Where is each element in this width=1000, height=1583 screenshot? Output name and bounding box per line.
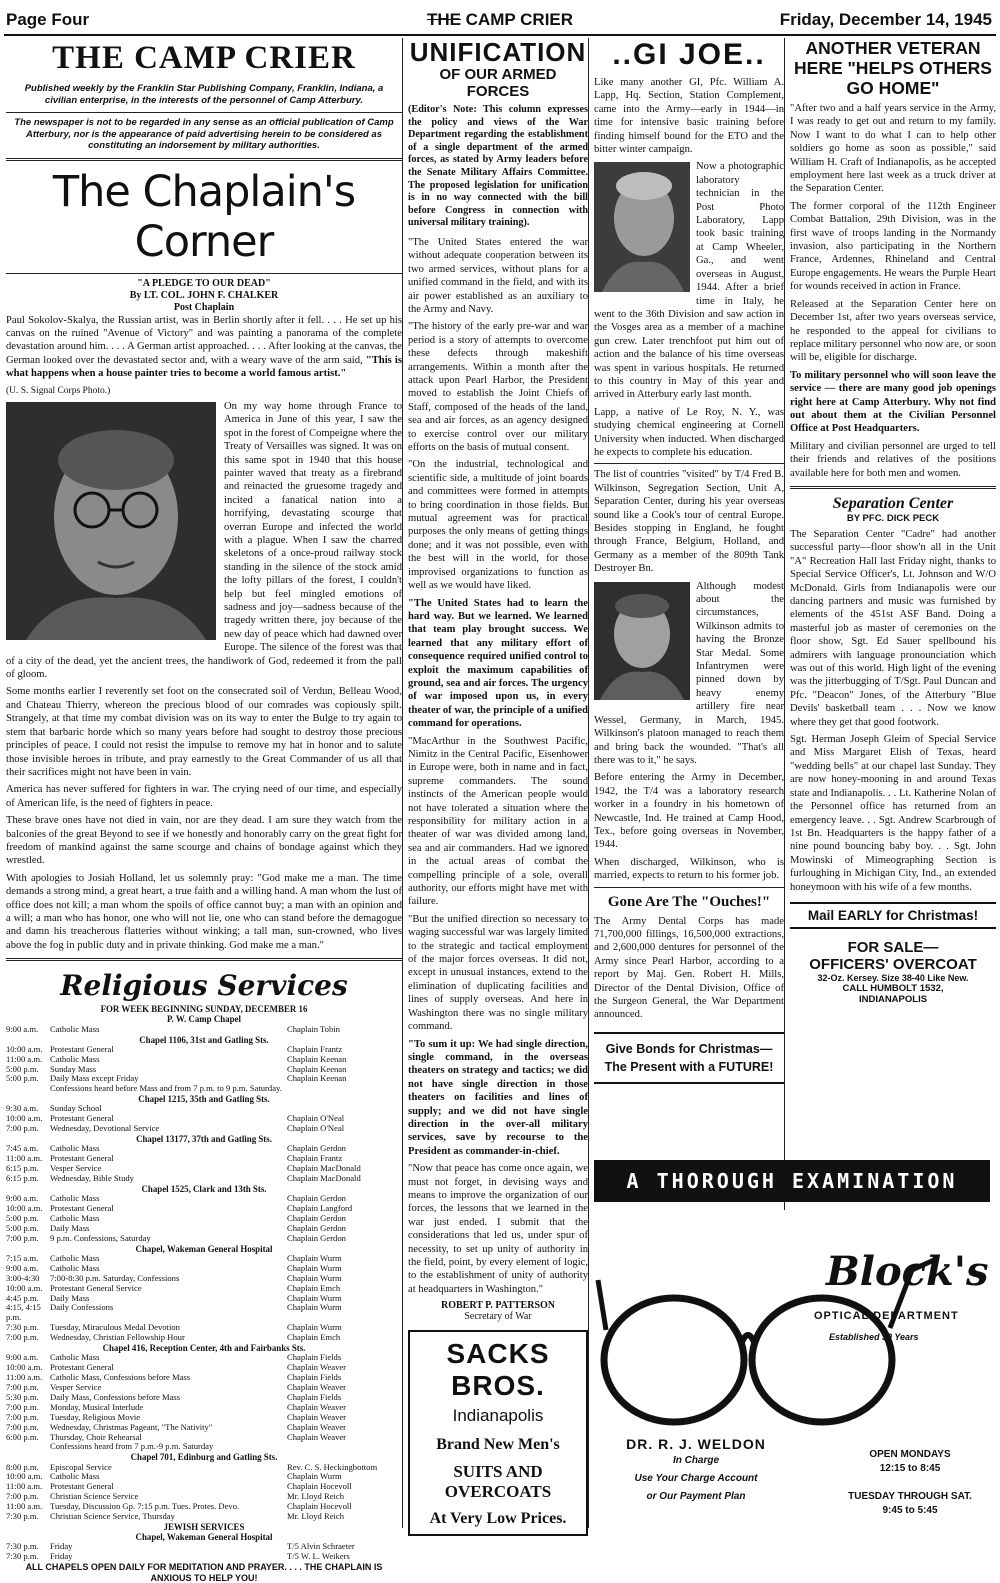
service-officiant: Chaplain Frantz bbox=[287, 1043, 343, 1054]
service-officiant: Chaplain Hocevoll bbox=[287, 1481, 352, 1492]
ad-line: CALL HUMBOLT 1532, bbox=[842, 982, 944, 994]
services-table bbox=[6, 1194, 402, 1244]
bonds-banner bbox=[594, 1032, 784, 1084]
service-time bbox=[6, 1084, 50, 1094]
unification-subtitle: OF OUR ARMED FORCES bbox=[439, 66, 557, 100]
service-description: 7:00-8:30 p.m. Saturday, Confessions bbox=[50, 1272, 180, 1283]
article-paragraph: Paul Sokolov-Skalya, the Russian artist, was in Berlin shortly after it fell. . . . He set up his canvas on the ruined "Avenue of Victory" and was painting a panorama of the complete devastation around him. . . . A German artist approached. . . . After looking at the canvas, the German looked over the devastated sector and, with a weary wave of the arm said, bbox=[6, 314, 402, 366]
services-schedule bbox=[6, 1014, 402, 1562]
service-description: Catholic Mass, Confessions before Mass bbox=[50, 1372, 191, 1383]
service-time: 11:00 a.m. bbox=[6, 1372, 43, 1383]
service-description: Daily Mass except Friday bbox=[50, 1073, 139, 1084]
service-description: Wednesday, Devotional Service bbox=[50, 1123, 160, 1134]
service-description: Catholic Mass bbox=[50, 1471, 100, 1482]
service-description: Tuesday, Discussion Gp. 7:15 p.m. Tues. Protes. Devo. bbox=[50, 1501, 240, 1512]
service-time: 7:30 p.m. bbox=[6, 1322, 39, 1333]
hours-line: 12:15 to 8:45 bbox=[879, 1463, 941, 1474]
article-paragraph: "On the industrial, technological and scientific side, a multitude of joint boards and committees were formed in attempts to bring coordination in those fields. But mutual agreement was for practical purposes the only means of getting things done; and it was not possible, even with the best will in the world, for those improvised organizations to function as well as we would have liked. bbox=[408, 459, 588, 592]
services-table bbox=[6, 1104, 402, 1134]
service-time: 11:00 a.m. bbox=[6, 1481, 43, 1492]
article-title: "A PLEDGE TO OUR DEAD" bbox=[137, 277, 271, 289]
service-row bbox=[6, 1174, 402, 1184]
service-time: 3:00-4:30 bbox=[6, 1272, 40, 1283]
byline-title: Post Chaplain bbox=[173, 301, 235, 313]
service-officiant: T/5 Alvin Schraeter bbox=[287, 1541, 355, 1552]
service-row bbox=[6, 1025, 402, 1035]
divider bbox=[790, 486, 996, 489]
service-officiant: Chaplain Keenan bbox=[287, 1053, 347, 1064]
service-time: 7:00 p.m. bbox=[6, 1123, 39, 1134]
article-paragraph: "The United States had to learn the hard way. But we learned. We learned that team play brought success. We learned that any military effort of consequence required unified control to exploit the maximum capabilities of ground, sea and air forces. The urgency of war imposed upon us, in every theater of war, the principle of a unified command for operations. bbox=[408, 597, 588, 730]
hours-line: TUESDAY THROUGH SAT. bbox=[848, 1491, 972, 1502]
article-paragraph: "After two and a half years service in the Army, I was ready to get out and return to my family. Now I want to do what I can to help other soldiers go home as soon as possible," said William H. Craft of Indianapolis, as he accepted employment here last week as a truck driver at the Separation Center. bbox=[790, 103, 996, 195]
chaplain-corner-heading: The Chaplain's Corner bbox=[52, 166, 356, 267]
service-time: 7:00 p.m. bbox=[6, 1401, 39, 1412]
bonds-line: The Present with a FUTURE! bbox=[604, 1059, 774, 1074]
article-paragraph: Although modest about the circumstances, Wilkinson admits to having the Bronze Star Medal. Some Infantrymen were pinned down by heavy enemy artillery fire near Wessel, Germany, in March, 1945. Wilkinson's platoon managed to reach them and bring back the wounded. "That's all there was to it," he says. bbox=[594, 580, 784, 766]
mail-early-banner: Mail EARLY for Christmas! bbox=[790, 902, 996, 929]
service-description: Protestant General bbox=[50, 1043, 114, 1054]
religious-services-title: Religious Services bbox=[60, 969, 348, 1003]
service-time: 9:00 a.m. bbox=[6, 1193, 39, 1204]
article-paragraph: The Army Dental Corps has made 71,700,000 fillings, 16,500,000 extractions, and 2,600,000 dentures for personnel of the Army since Pearl Harbor, according to a report by Maj. Gen. Robert H. Mills, Director of the Dental Division, Office of the Surgeon General, the War Department announced. bbox=[594, 915, 784, 1021]
service-time: 9:00 a.m. bbox=[6, 1262, 39, 1273]
ad-line: OFFICERS' OVERCOAT bbox=[809, 955, 977, 973]
service-time: 11:00 a.m. bbox=[6, 1153, 43, 1164]
service-row bbox=[6, 1303, 402, 1323]
chapel-header: Chapel, Wakeman General Hospital bbox=[135, 1532, 273, 1543]
services-table bbox=[6, 1144, 402, 1184]
service-description: Daily Mass bbox=[50, 1222, 90, 1233]
service-time: 7:00 p.m. bbox=[6, 1411, 39, 1422]
sacks-bros-ad bbox=[408, 1330, 588, 1536]
masthead bbox=[4, 8, 996, 36]
service-description: Sunday School bbox=[50, 1103, 102, 1114]
service-officiant: Chaplain Wurm bbox=[287, 1272, 342, 1283]
services-table bbox=[6, 1353, 402, 1452]
service-time: 6:15 p.m. bbox=[6, 1173, 39, 1184]
service-officiant: Chaplain Hocevoll bbox=[287, 1501, 352, 1512]
service-officiant: Mr. Lloyd Reich bbox=[287, 1491, 345, 1502]
service-row bbox=[6, 1333, 402, 1343]
chapel-header: Chapel 416, Reception Center, 4th and Fairbanks Sts. bbox=[102, 1343, 306, 1354]
service-row bbox=[6, 1552, 402, 1562]
week-heading: FOR WEEK BEGINNING SUNDAY, DECEMBER 16 bbox=[100, 1004, 308, 1015]
gi-joe-article bbox=[594, 76, 784, 883]
chapel-header: JEWISH SERVICES bbox=[163, 1521, 245, 1532]
service-officiant: Chaplain Emch bbox=[287, 1282, 341, 1293]
service-officiant: Chaplain MacDonald bbox=[287, 1173, 361, 1184]
wilkinson-portrait-photo bbox=[594, 582, 690, 700]
service-officiant: Chaplain Wurm bbox=[287, 1252, 342, 1263]
service-description: Tuesday, Miraculous Medal Devotion bbox=[50, 1322, 180, 1333]
service-description: Episcopal Service bbox=[50, 1461, 112, 1472]
article-paragraph: Military and civilian personnel are urged to tell their friends and relatives of the positions available here for both men and women. bbox=[790, 440, 996, 479]
service-description: Protestant General Service bbox=[50, 1282, 142, 1293]
service-description: 9 p.m. Confessions, Saturday bbox=[50, 1232, 151, 1243]
chapel-header: Chapel 1215, 35th and Gatling Sts. bbox=[138, 1094, 270, 1105]
hours-line: OPEN MONDAYS bbox=[869, 1449, 951, 1460]
service-officiant: Chaplain Langford bbox=[287, 1203, 353, 1214]
article-paragraph: On my way home through France to America in June of this year, I saw the spot in the forest of Compeigne where the Treaty of Versailles was signed. It was on this same spot in 1940 that this house painter waved that treaty as a firebrand and reinacted the gruesome tragedy and incited a fanatical nation into a horrifying, devastating scourge that overran Europe and infected the world with a plague. When I saw the charred skeletons of a once-proud railway stock standing in the silence of the stock amid the lofty pillars of the forest, I couldn't help but feel mingled emotions of sadness and joy—sadness because of the tragedy written there, joy because of the new day of peace which had dawned over Europe. The silence of the forest was that of a city of the dead, yet the ancient trees, the handiwork of God, redeemed it from the pall of gloom. bbox=[6, 400, 402, 681]
article-paragraph: These brave ones have not died in vain, nor are they dead. I am sure they watch from the balconies of the great Beyond to see if we honestly and honorably carry on the great fight for freedom of mankind against the same scourge and chains of bondage against which they wrestled. bbox=[6, 815, 402, 867]
portrait-silhouette bbox=[594, 582, 690, 700]
service-time: 10:00 a.m. bbox=[6, 1203, 43, 1214]
ad-store-name: SACKS BROS. bbox=[446, 1338, 550, 1402]
ouches-article bbox=[594, 915, 784, 1022]
payment-plan: or Our Payment Plan bbox=[646, 1491, 746, 1502]
divider bbox=[6, 158, 402, 161]
signer-title: Secretary of War bbox=[464, 1311, 532, 1323]
service-description: Protestant General bbox=[50, 1153, 114, 1164]
service-description: Sunday Mass bbox=[50, 1063, 97, 1074]
service-time: 10:00 a.m. bbox=[6, 1282, 43, 1293]
service-description: Thursday, Choir Rehearsal bbox=[50, 1431, 142, 1442]
service-time: 9:30 a.m. bbox=[6, 1103, 39, 1114]
service-description: Daily Mass, Confessions before Mass bbox=[50, 1391, 181, 1402]
chapel-header: Chapel 1106, 31st and Gatling Sts. bbox=[139, 1034, 269, 1045]
service-row bbox=[6, 1512, 402, 1522]
service-time: 6:15 p.m. bbox=[6, 1163, 39, 1174]
service-time: 7:45 a.m. bbox=[6, 1143, 39, 1154]
store-hours bbox=[830, 1448, 990, 1518]
ad-line: OVERCOATS bbox=[444, 1482, 552, 1502]
service-time: 5:00 p.m. bbox=[6, 1063, 39, 1074]
chapel-header: P. W. Camp Chapel bbox=[167, 1014, 241, 1025]
doctor-info bbox=[598, 1436, 794, 1506]
veteran-article bbox=[790, 102, 996, 480]
article-paragraph: The list of countries "visited" by T/4 Fred B. Wilkinson, Segregation Section, Unit A, Separation Center, during his year overseas sound like a Cook's tour of central Europe. Besides stopping in England, he fought through France, Belgium, Holland, and Germany as a member of the 809th Tank Destroyer Bn. bbox=[594, 469, 784, 575]
article-paragraph: To military personnel who will soon leave the service — there are many good job openings right here at Camp Atterbury. Why not find out about them at the Civilian Personnel Office at Post Headquarters. bbox=[790, 369, 996, 435]
service-officiant: Chaplain Gerdon bbox=[287, 1143, 346, 1154]
service-officiant: Chaplain O'Neal bbox=[287, 1113, 345, 1124]
separation-byline: BY PFC. DICK PECK bbox=[846, 512, 940, 524]
service-officiant: Chaplain Wurm bbox=[287, 1262, 342, 1273]
article-paragraph: Released at the Separation Center here on December 1st, after two years overseas service, he responded to the appeal for civilians to replace military personnel who now are, or soon will be, eligible for discharge. bbox=[790, 298, 996, 364]
thorough-examination-banner: A THOROUGH EXAMINATION bbox=[594, 1160, 990, 1202]
service-description: Christian Science Service, Thursday bbox=[50, 1511, 175, 1522]
article-paragraph: Sgt. Herman Joseph Gleim of Special Service and Miss Margaret Elish of Texas, heard "wedding bells" at our chapel last Sunday. They are now honey-mooning in and around Texas state and Indianapolis. . . Lt. Katherine Nolan of the Personnel office has returned from an emergency leave. . . Sgt. Andrew Scarbrough of 1st Bn. Headquarters is the happy father of a nine pound bouncing baby boy. . . Sgt. John Mowinski of Mimeographing Section is furloughing in Michigan City, Ind., an extended honeymoon with his wife of a few months. bbox=[790, 734, 996, 893]
service-time: 6:00 p.m. bbox=[6, 1431, 39, 1442]
service-time: 10:00 a.m. bbox=[6, 1113, 43, 1124]
veteran-title: ANOTHER VETERAN HERE "HELPS OTHERS GO HOME" bbox=[794, 38, 992, 98]
service-time: 4:15, 4:15 p.m. bbox=[6, 1302, 41, 1323]
blocks-optical-ad bbox=[594, 1210, 996, 1530]
chapels-closing-note: ALL CHAPELS OPEN DAILY FOR MEDITATION AND PRAYER. . . . THE CHAPLAIN IS ANXIOUS TO HELP YOU! bbox=[25, 1562, 383, 1583]
article-paragraph: When discharged, Wilkinson, who is married, expects to return to his former job. bbox=[594, 856, 784, 882]
service-officiant: Chaplain Weaver bbox=[287, 1401, 347, 1412]
lapp-portrait-photo bbox=[594, 162, 690, 292]
service-row bbox=[6, 1084, 402, 1094]
separation-center-title: Separation Center bbox=[832, 494, 954, 512]
service-officiant: Chaplain Fields bbox=[287, 1391, 342, 1402]
paper-name-rest: CAMP CRIER bbox=[460, 10, 574, 29]
paper-name-the: THE bbox=[426, 10, 461, 29]
service-description: Protestant General bbox=[50, 1203, 114, 1214]
service-description: Catholic Mass bbox=[50, 1023, 100, 1034]
service-description: Catholic Mass bbox=[50, 1053, 100, 1064]
column-1 bbox=[6, 38, 403, 1583]
portrait-silhouette bbox=[594, 162, 690, 292]
service-description: Catholic Mass bbox=[50, 1193, 100, 1204]
service-officiant: Chaplain Gerdon bbox=[287, 1222, 346, 1233]
service-row bbox=[6, 1442, 402, 1452]
gi-joe-title: ..GI JOE.. bbox=[612, 38, 766, 71]
page-number: Page Four bbox=[6, 10, 90, 29]
service-officiant: Chaplain Wurm bbox=[287, 1471, 342, 1482]
service-time: 11:00 a.m. bbox=[6, 1053, 43, 1064]
services-table bbox=[6, 1045, 402, 1095]
service-description: Wednesday, Bible Study bbox=[50, 1173, 134, 1184]
article-quote: "This is what happens when a house painter tries to become a world famous artist." bbox=[6, 354, 402, 380]
chapel-header: Chapel, Wakeman General Hospital bbox=[135, 1243, 273, 1254]
for-sale-ad bbox=[790, 939, 996, 1005]
service-time: 5:30 p.m. bbox=[6, 1391, 39, 1402]
service-officiant: Chaplain Frantz bbox=[287, 1153, 343, 1164]
article-paragraph: The former corporal of the 112th Engineer Combat Battalion, 29th Division, was in the first wave of troops landing in the Normandy invasion, also participating in the Northern France, Ardennes, Rhineland and Central Europe engagements. He wears the Purple Heart for wounds received in action in France. bbox=[790, 200, 996, 293]
service-time: 7:30 p.m. bbox=[6, 1541, 39, 1552]
divider bbox=[594, 887, 784, 888]
chapel-header: Chapel 13177, 37th and Gatling Sts. bbox=[136, 1134, 272, 1145]
service-officiant: Chaplain Tobin bbox=[287, 1023, 340, 1034]
service-time: 10:00 a.m. bbox=[6, 1471, 43, 1482]
editors-note: (Editor's Note: This column expresses the policy and views of the War Department regarding the establishment of a single department of the armed forces, as stated by Army leaders before the Senate Military Affairs Committee. The proposed legislation for unification is in no way connected with the bill before Congress in connection with universal military training). bbox=[408, 104, 588, 229]
ad-line: FOR SALE— bbox=[847, 938, 939, 956]
blocks-logo: Block's bbox=[826, 1248, 989, 1295]
spacer bbox=[830, 1476, 990, 1490]
service-time: 4:45 p.m. bbox=[6, 1292, 39, 1303]
photo-caption: (U. S. Signal Corps Photo.) bbox=[6, 385, 111, 396]
service-officiant: Mr. Lloyd Reich bbox=[287, 1511, 345, 1522]
service-time bbox=[6, 1442, 50, 1452]
ouches-title: Gone Are The "Ouches!" bbox=[607, 893, 771, 910]
service-time: 7:00 p.m. bbox=[6, 1232, 39, 1243]
issue-date: Friday, December 14, 1945 bbox=[779, 10, 992, 29]
divider bbox=[594, 463, 784, 464]
service-time: 7:00 p.m. bbox=[6, 1332, 39, 1343]
service-description: Protestant General bbox=[50, 1113, 114, 1124]
service-row bbox=[6, 1234, 402, 1244]
service-officiant: Chaplain Wurm bbox=[287, 1302, 342, 1313]
article-paragraph: Now a photographic laboratory technician in the Post Photo Laboratory, Lapp took basic training at Camp Wheeler, Ga., and went overseas in August, 1944. After a brief time in Italy, he went to the 36th Division and saw action in the Vosges area as a member of a machine gun crew. Later trenchfoot put him out of action and the balance of his time overseas was spent in various hospitals. He returned to this country in May of this year and arrived in Atterbury early last month. bbox=[594, 161, 784, 401]
service-description: Confessions heard before Mass and from 7 p.m. to 9 p.m. Saturday. bbox=[50, 1083, 282, 1094]
charge-account: Use Your Charge Account bbox=[634, 1473, 758, 1484]
ad-line: 32-Oz. Kersey. Size 38-40 Like New. bbox=[817, 972, 969, 983]
article-paragraph: "The United States entered the war without adequate cooperation between its two armed services, without plans for a unified command in the field, and with its air power established as an auxiliary to the Army and Navy. bbox=[408, 236, 588, 315]
service-time: 7:00 p.m. bbox=[6, 1491, 39, 1502]
column-2 bbox=[408, 38, 589, 1528]
service-description: Vesper Service bbox=[50, 1163, 102, 1174]
service-officiant: Chaplain Weaver bbox=[287, 1421, 347, 1432]
article-paragraph: Before entering the Army in December, 1942, the T/4 was a laboratory research worker in a foundry in his hometown of Newcastle, Ind. He trained at Camp Hood, Tex., before going overseas in November, 1944. bbox=[594, 772, 784, 851]
ad-line: Brand New Men's bbox=[436, 1436, 560, 1454]
article-paragraph: America has never suffered for fighters in war. The crying need of our time, and especially of American life, is the need of fighters in peace. bbox=[6, 784, 402, 809]
article-paragraph: "The history of the early pre-war and war period is a story of attempts to overcome these defects through makeshift arrangements. Within a month after the attack upon Pearl Harbor, the President moved to establish the Joint Chiefs of Staff, composed of the heads of the land, sea and air forces, as an agency designed to exercise control over our military efforts on the basis of mutual consent. bbox=[408, 321, 588, 454]
service-officiant: Chaplain Fields bbox=[287, 1352, 342, 1363]
service-time: 11:00 a.m. bbox=[6, 1501, 43, 1512]
unification-article bbox=[408, 236, 588, 1296]
service-time: 10:00 a.m. bbox=[6, 1362, 43, 1373]
service-description: Friday bbox=[50, 1551, 73, 1562]
unification-title: UNIFICATION bbox=[409, 37, 587, 67]
in-charge: In Charge bbox=[672, 1455, 720, 1466]
service-time: 10:00 a.m. bbox=[6, 1043, 43, 1054]
article-paragraph: Lapp, a native of Le Roy, N. Y., was studying chemical engineering at Cornell University when inducted. When discharged he expects to complete his education. bbox=[594, 406, 784, 458]
service-officiant: Chaplain MacDonald bbox=[287, 1163, 361, 1174]
service-description: Catholic Mass bbox=[50, 1143, 100, 1154]
service-officiant: Chaplain O'Neal bbox=[287, 1123, 345, 1134]
service-officiant bbox=[287, 1442, 402, 1452]
service-description: Catholic Mass bbox=[50, 1352, 100, 1363]
doctor-name: DR. R. J. WELDON bbox=[626, 1436, 766, 1452]
article-paragraph: Like many another GI, Pfc. William A. Lapp, Hq. Section, Station Complement, came into the Army—early in 1944—in time for intensive basic training before finding himself bound for the ETO and the bitter winter campaign. bbox=[594, 77, 784, 156]
ad-line: INDIANAPOLIS bbox=[858, 993, 928, 1005]
service-officiant: Chaplain Wurm bbox=[287, 1322, 342, 1333]
service-time: 7:30 p.m. bbox=[6, 1551, 39, 1562]
hours-line: 9:45 to 5:45 bbox=[882, 1505, 938, 1516]
service-time: 7:00 p.m. bbox=[6, 1382, 39, 1392]
service-description: Catholic Mass bbox=[50, 1213, 100, 1223]
service-time: 9:00 a.m. bbox=[6, 1352, 39, 1363]
service-description: Daily Confessions bbox=[50, 1302, 114, 1313]
service-officiant: Chaplain Wurm bbox=[287, 1292, 342, 1303]
separation-article bbox=[790, 528, 996, 894]
service-description: Christian Science Service bbox=[50, 1491, 139, 1502]
article-paragraph: "But the unified direction so necessary to waging successful war was largely limited to the strategic and tactical employment of the major forces overseas. It did not, except in unusual instances, extend to the elimination of duplicating facilities and lines of supply overseas. And here in Washington there was no single military command. bbox=[408, 913, 588, 1033]
service-time: 5:00 p.m. bbox=[6, 1073, 39, 1084]
portrait-silhouette bbox=[6, 402, 216, 640]
article-paragraph: "To sum it up: We had single direction, single command, in the overseas theaters on strategy and tactics; we did not have single direction in those theaters on facilities and lines of supply; and we did not have single direction in the over-all military services, save by recourse to the President as commander-in-chief. bbox=[408, 1038, 588, 1157]
signer-name: ROBERT P. PATTERSON bbox=[440, 1300, 556, 1312]
divider bbox=[6, 273, 402, 274]
service-officiant: Chaplain Emch bbox=[287, 1332, 341, 1343]
service-officiant: Chaplain Weaver bbox=[287, 1431, 347, 1442]
service-description: Catholic Mass bbox=[50, 1252, 100, 1263]
ad-line: At Very Low Prices. bbox=[429, 1510, 567, 1528]
established-years: Established 30 Years bbox=[829, 1332, 919, 1342]
service-description: Wednesday, Christian Fellowship Hour bbox=[50, 1332, 185, 1343]
service-time: 9:00 a.m. bbox=[6, 1023, 39, 1034]
services-table bbox=[6, 1025, 402, 1035]
chapel-header: Chapel 701, Edinburg and Gatling Sts. bbox=[130, 1452, 278, 1463]
ad-city: Indianapolis bbox=[452, 1406, 544, 1426]
service-row bbox=[6, 1124, 402, 1134]
chaplain-portrait-photo bbox=[6, 402, 216, 640]
service-officiant: Chaplain Gerdon bbox=[287, 1232, 346, 1243]
optical-department: OPTICAL DEPARTMENT bbox=[814, 1310, 959, 1322]
divider bbox=[6, 958, 402, 961]
service-officiant: Chaplain Gerdon bbox=[287, 1213, 346, 1223]
service-description: Catholic Mass bbox=[50, 1262, 100, 1273]
ad-line: SUITS AND bbox=[453, 1462, 543, 1482]
article-paragraph: "MacArthur in the Southwest Pacific, Nimitz in the Central Pacific, Eisenhower in Europe were, both in name and in fact, supreme commanders. The sound instincts of the American people would not have tolerated a situation where the responsibility for military action in a theater of war was divided among land, sea and air commanders. Had we ignored in the actual areas of combat the compelling principle of a sole, overall authority, our efforts might have met with failure. bbox=[408, 735, 588, 908]
service-officiant bbox=[287, 1084, 402, 1094]
service-officiant: Chaplain Keenan bbox=[287, 1073, 347, 1084]
service-officiant: Chaplain Gerdon bbox=[287, 1193, 346, 1204]
service-officiant: Rev. C. S. Heckingbottom bbox=[287, 1461, 378, 1472]
article-paragraph: With apologies to Josiah Holland, let us solemnly pray: "God make me a man. The time demands a strong mind, a great heart, a true faith and a willing hand. A man whom the lust of office does not kill; a man whom the spoils of office cannot buy; a man with an opinion and a will; a man who has honor, one who will not lie, one who can stand before the demagogue and damn his treacherous flatteries without winking; a tall man, sun-crowned, who lives above the fog in public duty and in private thinking. God make me a man." bbox=[6, 872, 402, 951]
service-officiant: Chaplain Fields bbox=[287, 1372, 342, 1383]
camp-crier-title: THE CAMP CRIER bbox=[52, 40, 356, 76]
service-description: Wednesday, Christmas Pageant, "The Nativity" bbox=[50, 1421, 213, 1432]
service-description: Vesper Service bbox=[50, 1382, 102, 1392]
chaplain-article bbox=[6, 314, 402, 953]
service-description: Protestant General bbox=[50, 1481, 114, 1492]
service-officiant: T/5 W. L. Weikers bbox=[287, 1551, 350, 1562]
service-time: 7:00 p.m. bbox=[6, 1421, 39, 1432]
service-time: 5:00 p.m. bbox=[6, 1222, 39, 1233]
service-description: Confessions heard from 7 p.m.-9 p.m. Saturday bbox=[50, 1441, 214, 1452]
publisher-note: Published weekly by the Franklin Star Publishing Company, Franklin, Indiana, a civilian enterprise, in the interests of the personnel of Camp Atterbury. bbox=[24, 83, 384, 106]
service-officiant: Chaplain Weaver bbox=[287, 1382, 347, 1392]
service-officiant: Chaplain Weaver bbox=[287, 1411, 347, 1422]
divider bbox=[6, 112, 402, 113]
services-table bbox=[6, 1463, 402, 1522]
bonds-line: Give Bonds for Christmas— bbox=[605, 1041, 773, 1056]
service-time: 7:30 p.m. bbox=[6, 1511, 39, 1522]
service-description: Daily Mass bbox=[50, 1292, 90, 1303]
article-paragraph: The Separation Center "Cadre" had another successful party—floor show'n all in the Unit "A" Recreation Hall last Friday night, thanks to Special Service Officer's, Lt. Johnson and W/O McDonald. Girls from Indianapolis were our dancing partners and music was furnished by elements of the 451st ASF Band. Doing a masterful job as master of ceremonies on the floor show, Sgt. Ed Sauer spellbound his admirers with language pronounciation which was out of this world. High light of the evening was the jitterbugging of T/Sgt. Paul Duncan and Pfc. "Deacon" Jones, of the Atterbury "Blue Devils' basketball team . . . Now we know where they get that good footwork. bbox=[790, 528, 996, 728]
chapel-header: Chapel 1525, Clark and 13th Sts. bbox=[141, 1183, 267, 1194]
byline: By LT. COL. JOHN F. CHALKER bbox=[129, 289, 279, 301]
service-description: Friday bbox=[50, 1541, 73, 1552]
services-table bbox=[6, 1254, 402, 1343]
service-time: 8:00 p.m. bbox=[6, 1461, 39, 1472]
article-paragraph: Some months earlier I reverently set foot on the consecrated soil of Verdun, Belleau Wood, and Chateau Thierry, whereon the precious blood of our comrades was copiously spilt. Strangely, at that time my combat division was on its way to enter the Bulge to try again to stem that barbaric horde which so many years before had sought to destroy those precious principles of peace. I could not resist the impulse to remove my hat in honor and to salute those invisible heroes in tribute, and pray earnestly to the Great Commander of us all that their sacrifices might not have been in vain. bbox=[6, 686, 402, 778]
service-time: 5:00 p.m. bbox=[6, 1213, 39, 1223]
disclaimer: The newspaper is not to be regarded in any sense as an official publication of Camp Atterbury, nor is the appearance of paid advertising herein to be considered as constituting an indorsement by military authorities. bbox=[14, 117, 394, 151]
service-description: Tuesday, Religious Movie bbox=[50, 1411, 141, 1422]
service-officiant: Chaplain Keenan bbox=[287, 1063, 347, 1074]
service-time: 7:15 a.m. bbox=[6, 1252, 39, 1263]
services-table bbox=[6, 1542, 402, 1562]
service-description: Monday, Musical Interlude bbox=[50, 1401, 144, 1412]
service-description: Protestant General bbox=[50, 1362, 114, 1373]
service-officiant: Chaplain Weaver bbox=[287, 1362, 347, 1373]
article-paragraph: "Now that peace has come once again, we must not forget, in devising ways and means to improve the organization of our forces, the lessons that we learned in the war just ended. I submit that the considerations that led us, under spur of necessity, to set up unity of authority in the field, point, by every element of logic, to the establishment of unity of authority at headquarters in Washington." bbox=[408, 1163, 588, 1295]
